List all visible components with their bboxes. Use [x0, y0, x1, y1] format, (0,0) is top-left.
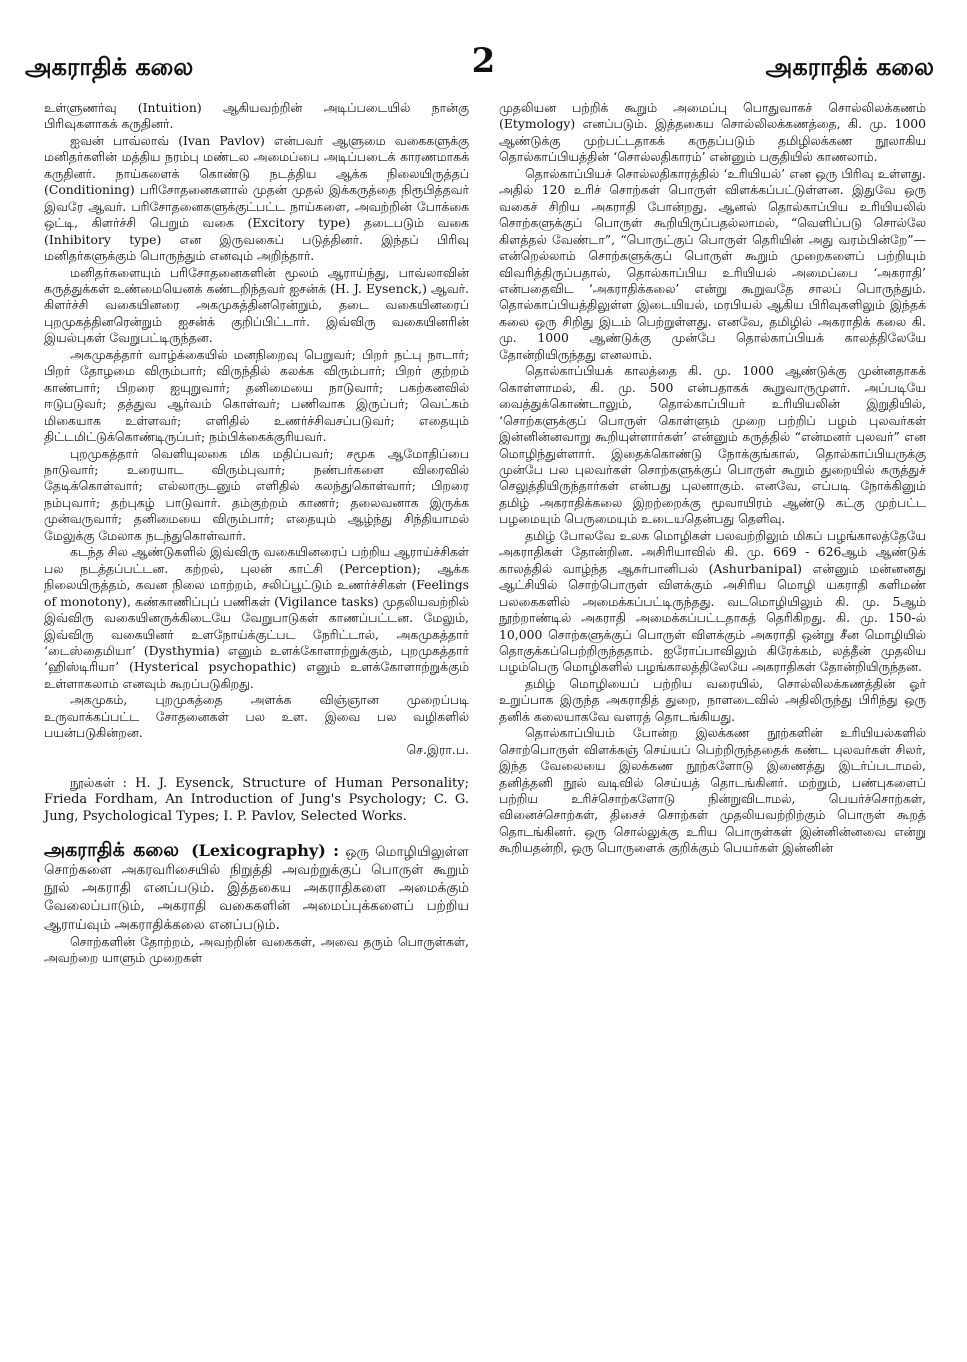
paragraph: கடந்த சில ஆண்டுகளில் இவ்விரு வகையினரைப் பற்றிய ஆராய்ச்சிகள் பல நடத்தப்பட்டன. கற்றல், புலன் காட்சி (Perception); ஆக்க நிலையிருத்தம், கவன நிலை மாற்றம், சலிப்பூட்டும் உணர்ச்சிகள் (Feelings of monotony), கண்காணிப்புப் பணிகள் (Vigilance tasks) முதலியவற்றில் இவ்விரு வகையினருக்கிடையே வேறுபாடுகள் காணப்பட்டன. மேலும், இவ்விரு வகையினர் உளநோய்க்குட்பட நேரிட்டால், அகமுகத்தார் ‘டைஸ்தைமியா’ (Dysthymia) எனும் உளக்கோளாற்றுக்கும், புறமுகத்தார் ‘ஹிஸ்டிரியா’ (Hysterical psychopathic) எனும் உளக்கோளாற்றுக்கும் உள்ளாகலாம் எனவும் கூறப்படுகிறது. — [44, 544, 469, 691]
paragraph: தமிழ் போலவே உலக மொழிகள் பலவற்றிலும் மிகப் பழங்காலத்தேயே அகராதிகள் தோன்றின. அசிரியாவில் கி. மு. 669 - 626ஆம் ஆண்டுக் காலத்தில் வாழ்ந்த ஆசுர்பானிபல் (Ashurbanipal) என்னும் மன்னனது ஆட்சியில் சொற்பொருள் விளக்கும் அசிரிய மொழி யகராதி களிமண் பலகைகளில் அமைக்கப்பட்டிருந்தது. வடமொழியிலும் கி. மு. 5ஆம் நூற்றாண்டில் அகராதி அமைக்கப்பட்டதாகத் தெரிகிறது. கி. மு. 150-ல் 10,000 சொற்களுக்குப் பொருள் விளக்கும் அகராதி ஒன்று சீன மொழியில் தொகுக்கப்பெற்றிருந்ததாம். ஐரோப்பாவிலும் கிரேக்கம், லத்தீன் முதலிய பழம்பெரு மொழிகளில் பழங்காலத்திலேயே அகராதிகள் தோன்றியிருந்தன. — [499, 527, 926, 675]
paragraph: முதலியன பற்றிக் கூறும் அமைப்பு பொதுவாகச் சொல்லிலக்கணம் (Etymology) எனப்படும். இத்தகைய சொல்லிலக்கணத்தை, கி. மு. 1000 ஆண்டுக்கு முற்பட்டதாகக் கருதப்படும் தமிழிலக்கண நூலாகிய தொல்காப்பியத்தின் ‘சொல்லதிகாரம்’ என்னும் பகுதியில் காணலாம். — [499, 100, 926, 165]
paragraph: அகமுகம், புறமுகத்தை அளக்க விஞ்ஞான முறைப்படி உருவாக்கப்பட்ட சோதனைகள் பல உள. இவை பல வழிகளில் பயன்படுகின்றன. — [44, 692, 469, 741]
paragraph: மனிதர்களையும் பரிசோதனைகளின் மூலம் ஆராய்ந்து, பாவ்லாவின் கருத்துக்கள் உண்மையெனக் கண்டறிந்தவர் ஐசன்க் (H. J. Eysenck,) ஆவர். கிளர்ச்சி வகையினரை அகமுகத்தினரென்றும், தடை வகையினரைப் புறமுகத்தினரென்றும் ஐசன்க் குறிப்பிட்டார். இவ்விரு வகையினரின் இயல்புகள் வேறுபட்டிருந்தன. — [44, 264, 469, 346]
paragraph: தொல்காப்பியக் காலத்தை கி. மு. 1000 ஆண்டுக்கு முன்னதாகக் கொள்ளாமல், கி. மு. 500 என்பதாகக் கூறுவாருமுளர். அப்படியே வைத்துக்கொண்டாலும், தொல்காப்பியர் உரியியலின் இறுதியில், ‘சொற்களுக்குப் பொருள் கொள்ளும் முறை பற்றிப் பழம் புலவர்கள் இன்னின்னவாறு கூறியுள்ளார்கள்’ என்னும் கருத்தில் “என்மனர் புலவர்” என மொழிந்துள்ளார். இதைக்கொண்டு நோக்குங்கால், தொல்காப்பியருக்கு முன்பே பல புலவர்கள் சொற்களுக்குப் பொருள் கூறும் துறையில் கருத்துச் செலுத்தியிருந்தார்கள் என்பது புலனாகும். எனவே, எப்படி நோக்கினும் தமிழ் அகராதிக்கலை இறற்றைக்கு மூவாயிரம் ஆண்டு கட்கு முற்பட்ட பழமையும் பெருமையும் உடையதென்பது தெளிவு. — [499, 363, 926, 527]
right-column — [499, 100, 926, 857]
paragraph: ஐவன் பாவ்லாவ் (Ivan Pavlov) என்பவர் ஆளுமை வகைகளுக்கு மனிதர்களின் மத்திய நரம்பு மண்டல அமைப்பை அடிப்படைக் காரணமாகக் கருதினர். நாய்களைக் கொண்டு நடத்திய ஆக்க நிலையிருத்தப் (Conditioning) பரிசோதனைகளால் முதன் முதல் இக்கருத்தை நிரூபித்தவர் இவரே ஆவர். பரிசோதனைகளுக்குட்பட்ட நாய்களை, அவற்றின் போக்கை ஒட்டி, கிளர்ச்சி பெறும் வகை (Excitory type) தடைபடும் வகை (Inhibitory type) என இருவகைப் படுத்தினர். இந்தப் பிரிவு மனிதர்களுக்கும் பொருந்தும் எனவும் அறிந்தார். — [44, 132, 469, 264]
entry-intro — [44, 838, 469, 934]
page-number: 2 — [471, 41, 496, 81]
running-header-right: அகராதிக் கலை — [765, 53, 934, 81]
author-signature: செ.இரா.ப. — [406, 741, 469, 757]
paragraph: தொல்காப்பியச் சொல்லதிகாரத்தில் ‘உரியியல்’ என ஒரு பிரிவு உள்ளது. அதில் 120 உரிச் சொற்கள் பொருள் விளக்கப்பட்டுள்ளன. இதுவே ஒரு வகைச் சிறிய அகராதி போன்றது. ஆனல் தொல்காப்பிய உரியியலில் சொற்களுக்குப் பொருள் கூறியிருப்பதல்லாமல், “வெளிப்படு சொல்லே கிளத்தல் வேண்டா”, “பொருட்குப் பொருள் தெரியின் அது வரம்பின்றே”—என்றெல்லாம் சொற்களுக்குப் பொருள் கூறும் முறைகளைப் பற்றியும் விவரித்திருப்பதால், தொல்காப்பிய உரியியல் அமைப்பை ‘அகராதி’ என்பதைவிட ‘அகராதிக்கலை’ என்று கூறுவதே சாலப் பொருந்தும். தொல்காப்பியத்திலுள்ள இடையியல், மரபியல் ஆகிய பிரிவுகளிலும் இந்தக் கலை ஒரு சிறிது இடம் பெற்றுள்ளது. எனவே, தமிழில் அகராதிக் கலை கி. மு. 1000 ஆண்டுக்கு முன்பே தொல்காப்பியக் காலத்திலேயே தோன்றியிருந்தது எனலாம். — [499, 165, 926, 362]
paragraph: தொல்காப்பியம் போன்ற இலக்கண நூற்களின் உரியியல்களில் சொற்பொருள் விளக்கஞ் செய்யப் பெற்றிருந்ததைக் கண்ட புலவர்கள் சிலர், இந்த வேலையை இலக்கண நூற்களோடு இணைத்து இடர்ப்படாமல், தனித்தனி நூல் வடிவில் செய்யத் தொடங்கினர். மற்றும், பண்புகளைப் பற்றிய உரிச்சொற்களோடு நின்றுவிடாமல், பெயர்ச்சொற்கள், வினைச்சொற்கள், திசைச் சொற்கள் முதலியவற்றிற்கும் பொருள் கூறத் தொடங்கினர். ஒரு சொல்லுக்கு உரிய பொருள்கள் இன்னின்னவை என்று கூறியதன்றி, ஒரு பொருளைக் குறிக்கும் பெயர்கள் இன்னின் — [499, 725, 926, 856]
paragraph: உள்ளுணர்வு (Intuition) ஆகியவற்றின் அடிப்படையில் நான்கு பிரிவுகளாகக் கருதினர். — [44, 100, 469, 132]
references: நூல்கள் : H. J. Eysenck, Structure of Human Personality; Frieda Fordham, An Introduction of Jung's Psychology; C. G. Jung, Psychological Types; I. P. Pavlov, Selected Works. — [44, 776, 469, 824]
running-header-left: அகராதிக் கலை — [25, 53, 194, 81]
paragraph: புறமுகத்தார் வெளியுலகை மிக மதிப்பவர்; சமூக ஆமோதிப்பை நாடுவார்; உரையாட விரும்புவார்; நண்பர்களை விரைவில் தேடிக்கொள்வார்; எல்லாருடனும் எளிதில் கலந்துகொள்வார்; பிறரை நம்புவார்; தற்புகழ் பாடுவார். தம்குற்றம் காணர்; தலைவனாக இருக்க முன்வருவார்; தனிமையை விரும்பார்; எதையும் ஆழ்ந்து சிந்தியாமல் மேலுக்கு மேலாக நடந்துகொள்வார். — [44, 445, 469, 543]
paragraph: அகமுகத்தார் வாழ்க்கையில் மனநிறைவு பெறுவர்; பிறர் நட்பு நாடார்; பிறர் தோழமை விரும்பார்; விருந்தில் கலக்க விரும்பார்; பிறர் குற்றம் காண்பார்; பிறரை ஐயுறுவார்; தனிமையை நாடுவார்; பகற்கனவில் ஈடுபடுவர்; தத்துவ ஆர்வம் கொள்வர்; பணிவாக இருப்பர்; வெட்கம் மிகையாக உள்ளவர்; எளிதில் உணர்ச்சிவசப்படுவர்; எதையும் திட்டமிட்டுக்கொண்டிருப்பர்; நம்பிக்கைக்குரியவர். — [44, 346, 469, 445]
paragraph: தமிழ் மொழியைப் பற்றிய வரையில், சொல்லிலக்கணத்தின் ஓர் உறுப்பாக இருந்த அகராதித் துறை, நாளடைவில் அதிலிருந்து பிரிந்து ஒரு தனிக் கலையாகவே வளரத் தொடங்கியது. — [499, 675, 926, 724]
paragraph: ஒரு மொழியிலுள்ள சொற்களை அகரவரிசையில் நிறுத்தி அவற்றுக்குப் பொருள் கூறும் நூல் அகராதி எனப்படும். இத்தகைய அகராதிகளை அமைக்கும் வேலைப்பாடும், அகராதி வகைகளின் அமைப்புக்களைப் பற்றிய ஆராய்வும் அகராதிக்கலை எனப்படும். — [44, 843, 469, 933]
paragraph: சொற்களின் தோற்றம், அவற்றின் வகைகள், அவை தரும் பொருள்கள், அவற்றை யாளும் முறைகள் — [44, 933, 469, 966]
entry-heading: அகராதிக் கலை — [44, 838, 180, 861]
left-column — [44, 100, 469, 967]
entry-subheading: (Lexicography) : — [191, 840, 340, 860]
